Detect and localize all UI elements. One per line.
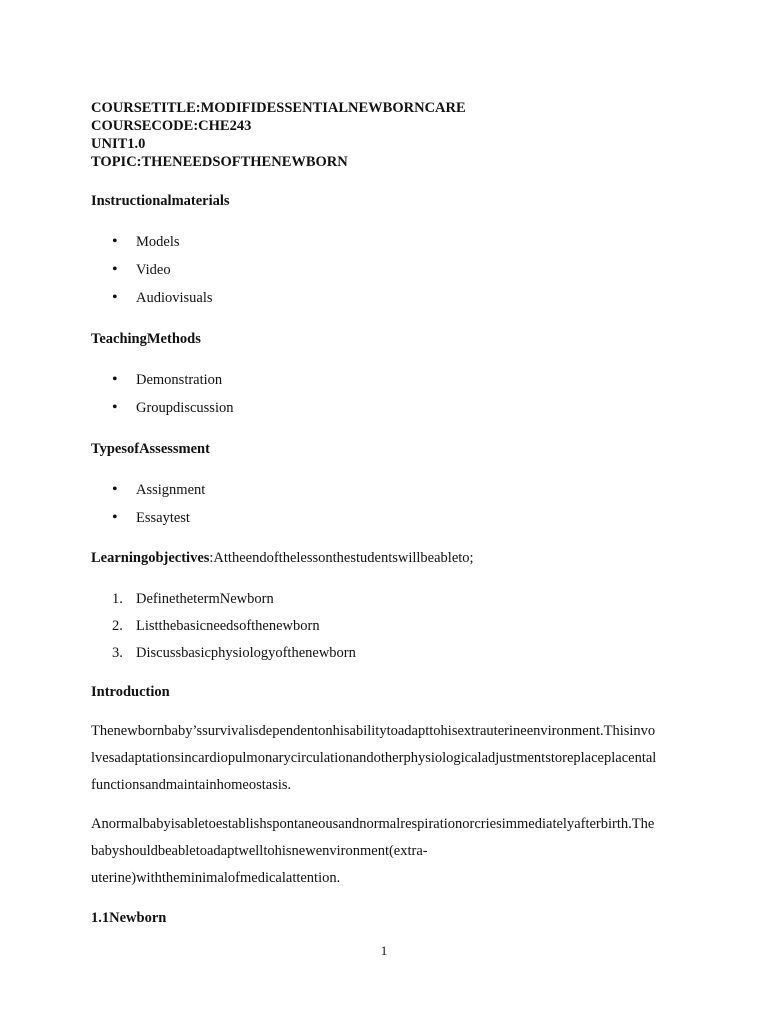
newborn-section-heading: 1.1Newborn <box>91 910 167 926</box>
list-item: • Groupdiscussion <box>112 399 234 416</box>
list-item: • Audiovisuals <box>112 289 213 306</box>
page-number: 1 <box>380 943 388 958</box>
list-item: 3. Discussbasicphysiologyofthenewborn <box>112 645 356 661</box>
list-item: • Video <box>112 261 171 278</box>
course-header <box>91 99 466 171</box>
bullet-icon: • <box>112 233 118 250</box>
bullet-icon: • <box>112 371 118 388</box>
bullet-icon: • <box>112 289 118 306</box>
bullet-icon: • <box>112 399 118 416</box>
assessment-heading: TypesofAssessment <box>91 441 210 457</box>
teaching-methods-list <box>91 371 233 427</box>
course-code: COURSECODE:CHE243 <box>91 118 252 134</box>
bullet-icon: • <box>112 261 118 278</box>
list-item: • Assignment <box>112 481 206 498</box>
learning-objectives-line <box>91 550 474 567</box>
instructional-materials-list <box>91 233 213 317</box>
unit-label: UNIT1.0 <box>91 136 146 152</box>
introduction-paragraph-2: Anormalbabyisabletoestablishspontaneousandnormalrespirationorcriesimmediatelyafterbirth.The babyshouldbeabletoadaptwelltohisnewenvironment(extra- uterine)withtheminimalofmedicalattention. <box>91 816 655 886</box>
topic-label: TOPIC:THENEEDSOFTHENEWBORN <box>91 154 348 170</box>
list-item: • Essaytest <box>112 509 190 526</box>
assessment-list <box>91 481 205 537</box>
introduction-heading: Introduction <box>91 684 170 700</box>
introduction-paragraph-1: Thenewbornbaby’ssurvivalisdependentonhisabilitytoadapttohisextrauterineenvironment.Thisinvo lvesadaptationsincardiopulmonarycirculationandotherphysiologicaladjustmentstoreplaceplacental functionsandmaintainhomeostasis. <box>91 723 657 793</box>
bullet-icon: • <box>112 509 118 526</box>
bullet-icon: • <box>112 481 118 498</box>
list-item: 1. DefinethetermNewborn <box>112 591 274 607</box>
teaching-methods-heading: TeachingMethods <box>91 331 201 347</box>
list-item: • Demonstration <box>112 371 223 388</box>
instructional-materials-heading: Instructionalmaterials <box>91 193 230 209</box>
list-item: • Models <box>112 233 180 250</box>
learning-objectives-text: :Attheendofthelessonthestudentswillbeableto; <box>209 550 474 566</box>
learning-objectives-list <box>91 590 356 671</box>
learning-objectives-label: Learningobjectives <box>91 550 210 566</box>
course-title: COURSETITLE:MODIFIDESSENTIALNEWBORNCARE <box>91 100 466 116</box>
list-item: 2. Listthebasicneedsofthenewborn <box>112 618 320 634</box>
